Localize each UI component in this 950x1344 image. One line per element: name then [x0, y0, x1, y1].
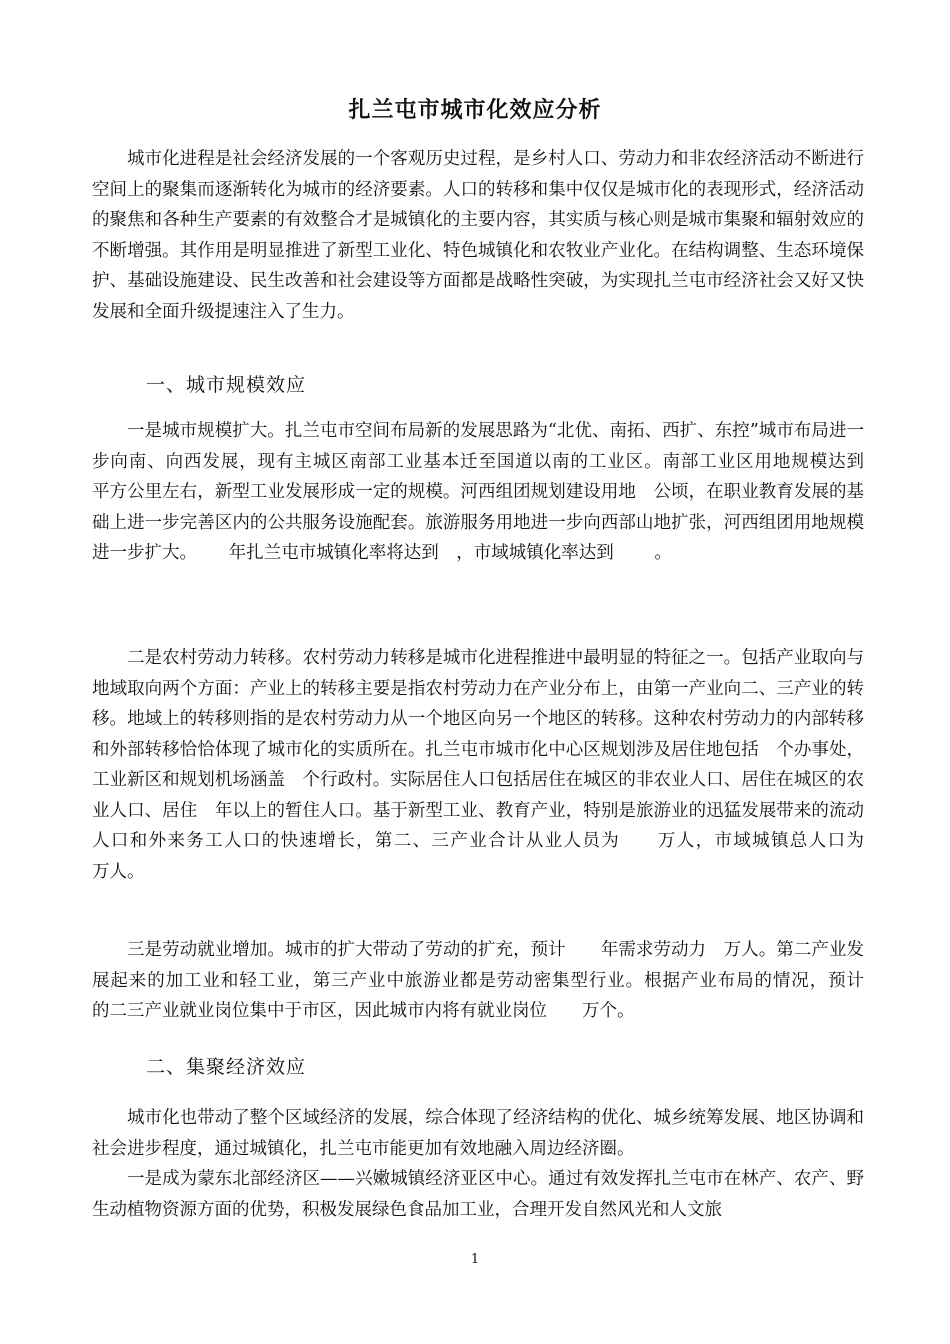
page-number: 1: [470, 1252, 480, 1267]
intro-paragraph: 城市化进程是社会经济发展的一个客观历史过程，是乡村人口、劳动力和非农经济活动不断进行空间上的聚集而逐渐转化为城市的经济要素。人口的转移和集中仅仅是城市化的表现形式，经济活动的聚焦和各种生产要素的有效整合才是城镇化的主要内容，其实质与核心则是城市集聚和辐射效应的不断增强。其作用是明显推进了新型工业化、特色城镇化和农牧业产业化。在结构调整、生态环境保护、基础设施建设、民生改善和社会建设等方面都是战略性突破，为实现扎兰屯市经济社会又好又快发展和全面升级提速注入了生力。: [92, 149, 864, 322]
paragraph-regional-economy: 城市化也带动了整个区域经济的发展，综合体现了经济结构的优化、城乡统筹发展、地区协调和社会进步程度，通过城镇化，扎兰屯市能更加有效地融入周边经济圈。: [92, 1108, 864, 1159]
section-heading-city-scale: 一、城市规模效应: [146, 374, 307, 396]
document-title: 扎兰屯市城市化效应分析: [348, 98, 602, 123]
paragraph-employment-increase: 三是劳动就业增加。城市的扩大带动了劳动的扩充，预计 年需求劳动力 万人。第二产业发展起来的加工业和轻工业，第三产业中旅游业都是劳动密集型行业。根据产业布局的情况，预计 的二三产业就业岗位集中于市区，因此城市内将有就业岗位 万个。: [92, 940, 888, 1021]
paragraph-city-scale-expansion: 一是城市规模扩大。扎兰屯市空间布局新的发展思路为“北优、南拓、西扩、东控”城市布局进一步向南、向西发展，现有主城区南部工业基本迁至国道以南的工业区。南部工业区用地规模达到 平方公里左右，新型工业发展形成一定的规模。河西组团规划建设用地 公顷，在职业教育发展的基础上进一步完善区内的公共服务设施配套。旅游服务用地进一步向西部山地扩张，河西组团用地规模进一步扩大。 年扎兰屯市城镇化率将达到 ，市域城镇化率达到 。: [92, 421, 888, 563]
paragraph-rural-labor-transfer: 二是农村劳动力转移。农村劳动力转移是城市化进程推进中最明显的特征之一。包括产业取向与地域取向两个方面：产业上的转移主要是指农村劳动力在产业分布上，由第一产业向二、三产业的转移。地域上的转移则指的是农村劳动力从一个地区向另一个地区的转移。这种农村劳动力的内部转移和外部转移恰恰体现了城市化的实质所在。扎兰屯市城市化中心区规划涉及居住地包括 个办事处，工业新区和规划机场涵盖 个行政村。实际居住人口包括居住在城区的非农业人口、居住在城区的农业人口、居住 年以上的暂住人口。基于新型工业、教育产业，特别是旅游业的迅猛发展带来的流动人口和外来务工人口的快速增长，第二、三产业合计从业人员为 万人，市域城镇总人口为 万人。: [92, 648, 905, 882]
section-heading-agglomeration: 二、集聚经济效应: [146, 1056, 307, 1078]
paragraph-economic-center: 一是成为蒙东北部经济区——兴嫩城镇经济亚区中心。通过有效发挥扎兰屯市在林产、农产、野生动植物资源方面的优势，积极发展绿色食品加工业，合理开发自然风光和人文旅: [92, 1169, 864, 1220]
